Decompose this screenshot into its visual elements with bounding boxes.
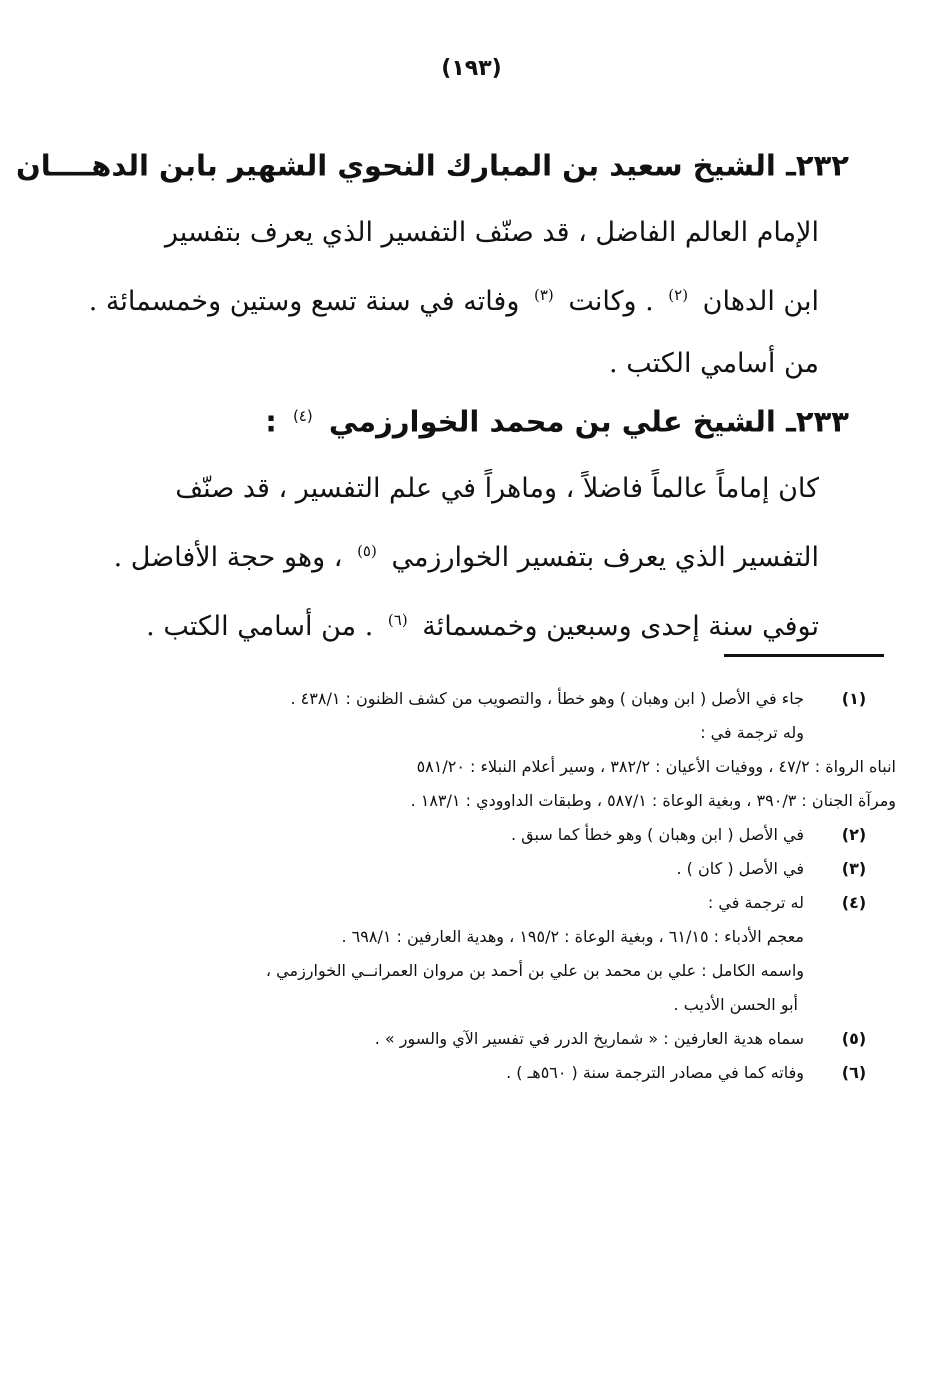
footnote-text: وله ترجمة في : <box>701 723 805 742</box>
footnote-text: سماه هدية العارفين : « شماريخ الدرر في تفسير الآي والسور » . <box>375 1029 805 1048</box>
footnote-text: انباه الرواة : ٤٧/٢ ، ووفيات الأعيان : ٣٨٢/٢ ، وسير أعلام النبلاء : ٥٨١/٢٠ <box>417 757 897 776</box>
footnote-ref[interactable]: (٥) <box>358 541 378 560</box>
body-text: ابن الدهان <box>703 285 820 317</box>
entry-title: الشيخ سعيد بن المبارك النحوي الشهير بابن الدهــــان <box>16 148 777 183</box>
body-line <box>90 589 850 658</box>
footnote-number: (١) <box>842 689 868 708</box>
footnote-2 <box>165 818 885 852</box>
body-line <box>90 458 850 520</box>
body-text: التفسير الذي يعرف بتفسير الخوارزمي <box>392 541 820 573</box>
footnote-text: واسمه الكامل : علي بن محمد بن علي بن أحمد بن مروان العمرانــي الخوارزمي ، <box>266 961 805 980</box>
body-line <box>90 333 850 395</box>
body-text: كان إماماً عالماً فاضلاً ، وماهراً في علم التفسير ، قد صنّف <box>176 472 820 504</box>
body-text: . وكانت <box>569 285 655 317</box>
footnote-1 <box>165 682 885 716</box>
footnote-number: (٣) <box>842 859 868 878</box>
body-text: ، وهو حجة الأفاضل . <box>114 541 344 573</box>
entry-232 <box>16 140 850 395</box>
footnotes <box>165 682 897 1090</box>
footnote-ref[interactable]: (٣) <box>534 285 555 304</box>
footnote-number: (٦) <box>842 1063 868 1082</box>
page-number: (١٩٣) <box>442 56 503 81</box>
body-text: . من أسامي الكتب . <box>147 610 375 642</box>
footnote-text: جاء في الأصل ( ابن وهبان ) وهو خطأ ، والتصويب من كشف الظنون : ٤٣٨/١ . <box>291 689 805 708</box>
footnote-text: ومرآة الجنان : ٣٩٠/٣ ، وبغية الوعاة : ٥٨٧/١ ، وطبقات الداوودي : ١٨٣/١ . <box>411 791 897 810</box>
footnote-text: له ترجمة في : <box>708 893 805 912</box>
footnote-text: أبو الحسن الأديب . <box>674 995 799 1014</box>
footnote-4 <box>165 886 885 920</box>
footnote-text: في الأصل ( ابن وهبان ) وهو خطأ كما سبق . <box>511 825 805 844</box>
footnote-ref[interactable]: (٤) <box>293 407 314 425</box>
body-line <box>90 264 850 333</box>
body-line <box>90 520 850 589</box>
footnote-3 <box>165 852 885 886</box>
heading-colon: : <box>266 404 278 439</box>
entry-number: ٢٣٢ـ <box>786 148 850 183</box>
footnote-ref[interactable]: (٢) <box>669 285 690 304</box>
footnote-text: في الأصل ( كان ) . <box>677 859 805 878</box>
footnote-number: (٢) <box>842 825 868 844</box>
footnote-text: وفاته كما في مصادر الترجمة سنة ( ٥٦٠هـ ) . <box>507 1063 805 1082</box>
footnote-divider <box>725 654 885 657</box>
footnote-5 <box>165 1022 885 1056</box>
entry-233 <box>90 396 850 658</box>
entry-heading <box>90 396 850 442</box>
body-text: الإمام العالم الفاضل ، قد صنّف التفسير الذي يعرف بتفسير <box>165 216 820 248</box>
footnote-number: (٥) <box>842 1029 868 1048</box>
body-text: توفي سنة إحدى وسبعين وخمسمائة <box>423 610 820 642</box>
body-line <box>90 202 850 264</box>
body-text: وفاته في سنة تسع وستين وخمسمائة . <box>89 285 521 317</box>
footnote-6 <box>165 1056 885 1090</box>
entry-heading <box>16 140 850 186</box>
footnote-text: معجم الأدباء : ٦١/١٥ ، وبغية الوعاة : ١٩٥/٢ ، وهدية العارفين : ٦٩٨/١ . <box>342 927 805 946</box>
footnote-ref[interactable] <box>0 151 1 169</box>
entry-number: ٢٣٣ـ <box>786 404 850 439</box>
entry-title: الشيخ علي بن محمد الخوارزمي <box>329 404 777 439</box>
body-text: من أسامي الكتب . <box>610 347 820 379</box>
footnote-number: (٤) <box>842 893 868 912</box>
footnote-ref[interactable]: (٦) <box>388 610 409 629</box>
